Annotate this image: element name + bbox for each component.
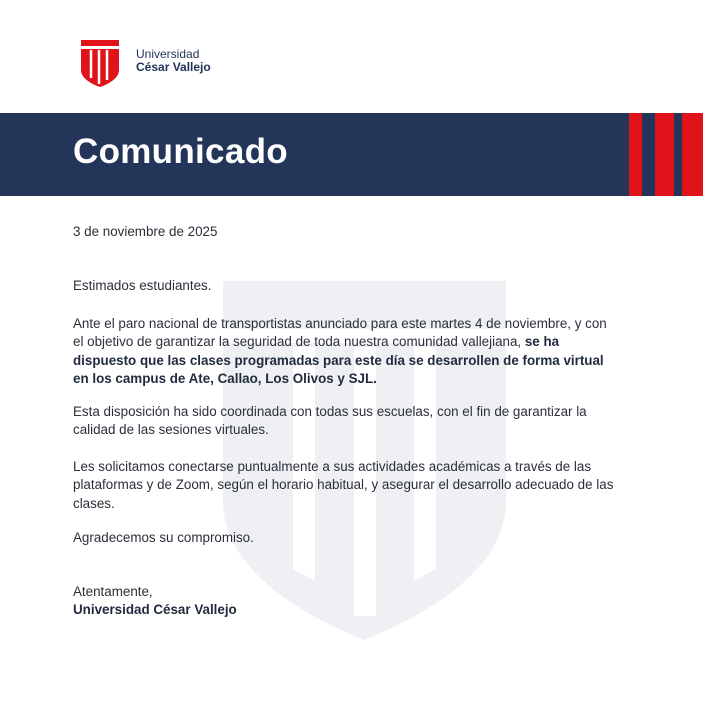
paragraph-1-intro: Ante el paro nacional de transportistas anunciado para este martes 4 de noviembre, y con el objetivo de garantizar la seguridad de toda nuestra comunidad vallejiana, <box>73 316 607 350</box>
banner-title: Comunicado <box>73 132 288 171</box>
logo-wordmark <box>136 48 211 74</box>
letter-thanks: Agradecemos su compromiso. <box>73 530 254 545</box>
letter-date: 3 de noviembre de 2025 <box>73 224 218 239</box>
university-logo <box>79 38 211 88</box>
banner-stripe <box>655 113 674 196</box>
logo-line-2: César Vallejo <box>136 60 211 74</box>
banner-stripe <box>629 113 642 196</box>
logo-line-1: Universidad <box>136 47 200 61</box>
ucv-shield-logo-icon <box>79 38 121 88</box>
letter-closing: Atentamente, <box>73 584 153 599</box>
paragraph-1-emphasis: se ha dispuesto que las clases programadas para este día se desarrollen de forma virtual en los campus de Ate, Callao, Los Olivos y SJL. <box>73 334 604 387</box>
letter-signature: Universidad César Vallejo <box>73 602 237 617</box>
letter-greeting: Estimados estudiantes. <box>73 278 212 293</box>
letter-paragraph-1 <box>73 315 618 389</box>
letter-paragraph-2: Esta disposición ha sido coordinada con todas sus escuelas, con el fin de garantizar la calidad de las sesiones virtuales. <box>73 404 587 438</box>
banner-stripe <box>682 113 703 196</box>
letter-paragraph-3: Les solicitamos conectarse puntualmente a sus actividades académicas a través de las plataformas y de Zoom, según el horario habitual, y asegurar el desarrollo adecuado de las clases. <box>73 459 614 511</box>
